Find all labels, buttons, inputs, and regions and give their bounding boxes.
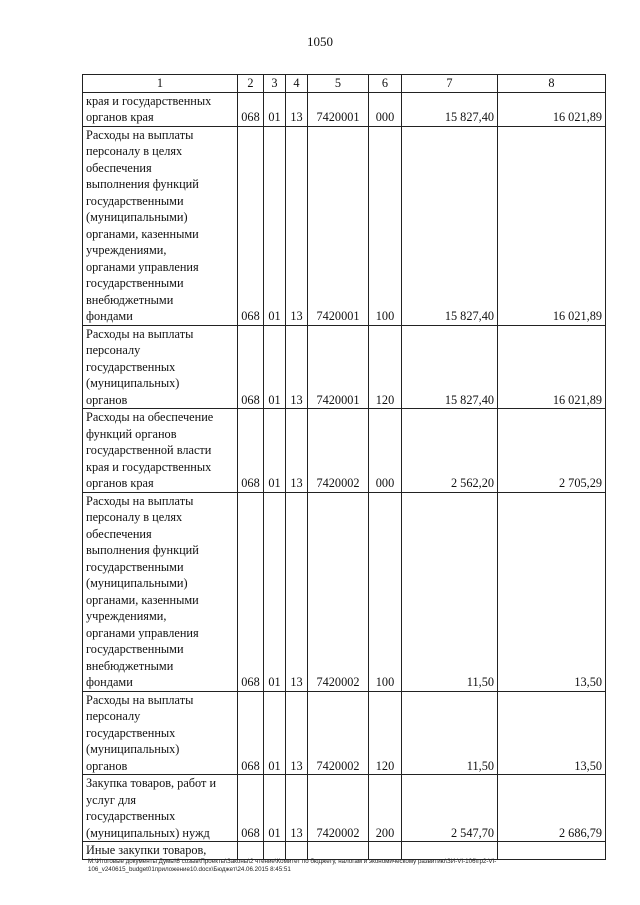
- amount-year-2: 13,50: [498, 691, 606, 775]
- footer-path-line: M:\Итоговые документы Думы\6 созыв\Проекты\Законы\2 чтение\Комитет по бюджету, налогам и экономическому развитию\ЗИ-VI-106\гр2-VI-: [88, 858, 497, 865]
- subsection-code: 13: [286, 775, 308, 842]
- description-line: органами управления: [86, 625, 199, 640]
- footer-path-line: 106_v240615_budget01приложение10.docx\Бюджет\24.06.2015 8:45:51: [88, 866, 291, 873]
- section-code: 01: [264, 775, 286, 842]
- description-line: органов края: [86, 110, 154, 124]
- description-line: Закупка товаров, работ и: [86, 776, 217, 790]
- description-line: Расходы на выплаты: [86, 326, 194, 341]
- amount-year-2: 2 686,79: [498, 775, 606, 842]
- table-row: [83, 126, 606, 325]
- description-line: органами, казенными: [86, 226, 199, 241]
- amount-year-1: 15 827,40: [402, 92, 498, 126]
- row-description: [83, 92, 238, 126]
- budget-table: [82, 74, 606, 860]
- column-header: 7: [402, 75, 498, 93]
- row-description: [83, 325, 238, 409]
- column-header: 8: [498, 75, 606, 93]
- target-article-code: 7420002: [308, 409, 369, 493]
- description-line: органов края: [86, 476, 154, 490]
- target-article-code: 7420002: [308, 691, 369, 775]
- section-code: 01: [264, 325, 286, 409]
- amount-year-1: 11,50: [402, 691, 498, 775]
- target-article-code: 7420001: [308, 92, 369, 126]
- description-line: услуг для: [86, 792, 137, 807]
- expense-type-code: 100: [369, 492, 402, 691]
- row-description: [83, 691, 238, 775]
- amount-year-2: 16 021,89: [498, 126, 606, 325]
- target-article-code: 7420002: [308, 775, 369, 842]
- subsection-code: 13: [286, 92, 308, 126]
- description-line: Иные закупки товаров,: [86, 843, 207, 857]
- subsection-code: [286, 842, 308, 860]
- row-description: [83, 126, 238, 325]
- section-code: 01: [264, 409, 286, 493]
- description-line: Расходы на обеспечение: [86, 410, 214, 424]
- table-header-row: [83, 75, 606, 93]
- target-article-code: 7420001: [308, 126, 369, 325]
- section-code: 01: [264, 126, 286, 325]
- description-line: обеспечения: [86, 160, 152, 175]
- column-header: 5: [308, 75, 369, 93]
- table-row: [83, 775, 606, 842]
- amount-year-1: [402, 842, 498, 860]
- table-row: [83, 842, 606, 860]
- target-article-code: 7420001: [308, 325, 369, 409]
- description-line: края и государственных: [86, 459, 212, 474]
- expense-type-code: 000: [369, 92, 402, 126]
- column-header: 1: [83, 75, 238, 93]
- column-header: 3: [264, 75, 286, 93]
- description-line: учреждениями,: [86, 243, 167, 257]
- description-line: персоналу: [86, 709, 141, 723]
- description-line: (муниципальных): [86, 742, 180, 756]
- ministry-code: 068: [238, 409, 264, 493]
- description-line: персоналу: [86, 343, 141, 357]
- description-line: органов: [86, 392, 128, 407]
- target-article-code: 7420002: [308, 492, 369, 691]
- description-line: Расходы на выплаты: [86, 493, 194, 508]
- subsection-code: 13: [286, 691, 308, 775]
- description-line: органами управления: [86, 259, 199, 274]
- section-code: 01: [264, 691, 286, 775]
- amount-year-2: [498, 842, 606, 860]
- description-line: края и государственных: [86, 93, 212, 108]
- section-code: 01: [264, 492, 286, 691]
- ministry-code: 068: [238, 691, 264, 775]
- subsection-code: 13: [286, 325, 308, 409]
- description-line: органов: [86, 758, 128, 773]
- amount-year-2: 13,50: [498, 492, 606, 691]
- section-code: 01: [264, 92, 286, 126]
- ministry-code: 068: [238, 775, 264, 842]
- expense-type-code: 000: [369, 409, 402, 493]
- table-row: [83, 92, 606, 126]
- description-line: государственными: [86, 193, 184, 208]
- column-header: 2: [238, 75, 264, 93]
- table-row: [83, 325, 606, 409]
- amount-year-2: 16 021,89: [498, 92, 606, 126]
- row-description: [83, 492, 238, 691]
- ministry-code: 068: [238, 92, 264, 126]
- table-row: [83, 492, 606, 691]
- description-line: (муниципальных) нужд: [86, 825, 210, 840]
- expense-type-code: 120: [369, 691, 402, 775]
- document-footer: [88, 858, 608, 874]
- description-line: персоналу в целях: [86, 144, 183, 158]
- table-row: [83, 409, 606, 493]
- description-line: (муниципальных): [86, 376, 180, 390]
- description-line: Расходы на выплаты: [86, 692, 194, 707]
- ministry-code: [238, 842, 264, 860]
- amount-year-1: 15 827,40: [402, 325, 498, 409]
- expense-type-code: 120: [369, 325, 402, 409]
- section-code: [264, 842, 286, 860]
- description-line: государственной власти: [86, 443, 212, 457]
- expense-type-code: 200: [369, 775, 402, 842]
- description-line: (муниципальными): [86, 576, 188, 590]
- amount-year-1: 15 827,40: [402, 126, 498, 325]
- subsection-code: 13: [286, 126, 308, 325]
- ministry-code: 068: [238, 126, 264, 325]
- expense-type-code: 100: [369, 126, 402, 325]
- description-line: государственных: [86, 809, 176, 823]
- description-line: государственными: [86, 276, 184, 290]
- row-description: [83, 842, 238, 860]
- description-line: фондами: [86, 675, 133, 689]
- description-line: Расходы на выплаты: [86, 127, 194, 142]
- description-line: выполнения функций: [86, 543, 199, 557]
- subsection-code: 13: [286, 409, 308, 493]
- description-line: государственных: [86, 359, 176, 374]
- description-line: государственными: [86, 559, 184, 574]
- description-line: внебюджетными: [86, 658, 174, 673]
- column-header: 6: [369, 75, 402, 93]
- description-line: функций органов: [86, 426, 177, 441]
- amount-year-2: 2 705,29: [498, 409, 606, 493]
- subsection-code: 13: [286, 492, 308, 691]
- amount-year-1: 2 562,20: [402, 409, 498, 493]
- description-line: персоналу в целях: [86, 510, 183, 524]
- expense-type-code: [369, 842, 402, 860]
- description-line: фондами: [86, 309, 133, 323]
- description-line: государственных: [86, 725, 176, 740]
- description-line: (муниципальными): [86, 210, 188, 224]
- description-line: внебюджетными: [86, 292, 174, 307]
- description-line: учреждениями,: [86, 609, 167, 623]
- table-row: [83, 691, 606, 775]
- description-line: государственными: [86, 642, 184, 656]
- row-description: [83, 775, 238, 842]
- amount-year-1: 2 547,70: [402, 775, 498, 842]
- ministry-code: 068: [238, 325, 264, 409]
- page-number: 1050: [307, 34, 333, 49]
- description-line: выполнения функций: [86, 177, 199, 191]
- row-description: [83, 409, 238, 493]
- amount-year-2: 16 021,89: [498, 325, 606, 409]
- amount-year-1: 11,50: [402, 492, 498, 691]
- target-article-code: [308, 842, 369, 860]
- description-line: органами, казенными: [86, 592, 199, 607]
- ministry-code: 068: [238, 492, 264, 691]
- table-body: [83, 92, 606, 859]
- column-header: 4: [286, 75, 308, 93]
- description-line: обеспечения: [86, 526, 152, 541]
